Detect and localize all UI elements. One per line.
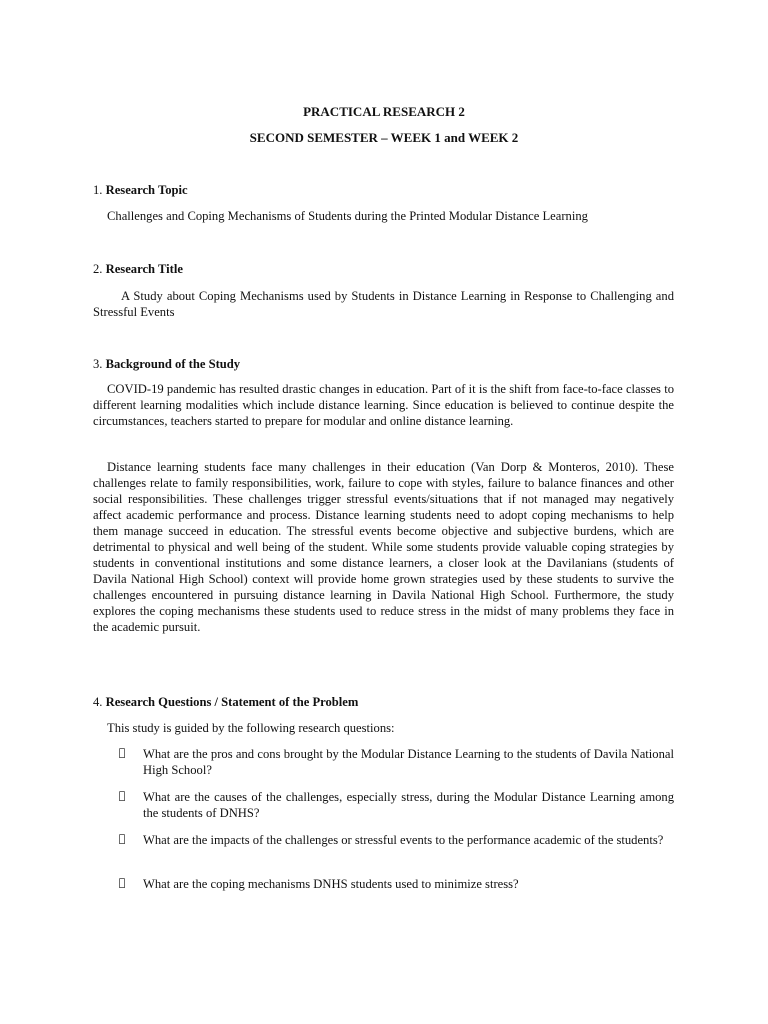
section-number: 3. xyxy=(93,357,103,371)
list-item-text: What are the pros and cons brought by the Modular Distance Learning to the students of Davila National High School? xyxy=(143,747,674,777)
list-item-text: What are the causes of the challenges, especially stress, during the Modular Distance Learning among the students of DNHS? xyxy=(143,790,674,820)
section-heading-title xyxy=(93,261,674,277)
section-heading-questions xyxy=(93,694,674,710)
document-subtitle: SECOND SEMESTER – WEEK 1 and WEEK 2 xyxy=(249,130,519,145)
section-title: Research Title xyxy=(105,262,183,276)
bullet-icon xyxy=(117,789,127,802)
title-text: A Study about Coping Mechanisms used by Students in Distance Learning in Response to Challenging and Stressful Events xyxy=(93,289,674,319)
bullet-icon xyxy=(117,832,127,845)
section-heading-topic xyxy=(93,182,674,198)
questions-intro: This study is guided by the following research questions: xyxy=(107,721,395,735)
bullet-icon xyxy=(117,746,127,759)
section-title: Background of the Study xyxy=(105,357,241,371)
section-number: 4. xyxy=(93,695,103,709)
list-item-text: What are the coping mechanisms DNHS students used to minimize stress? xyxy=(143,877,519,891)
list-item-text: What are the impacts of the challenges or stressful events to the performance academic of the students? xyxy=(143,833,664,847)
section-title: Research Topic xyxy=(105,183,188,197)
bullet-icon xyxy=(117,876,127,889)
section-number: 2. xyxy=(93,262,103,276)
section-heading-background xyxy=(93,356,674,372)
topic-text: Challenges and Coping Mechanisms of Students during the Printed Modular Distance Learning xyxy=(107,209,588,223)
document-title: PRACTICAL RESEARCH 2 xyxy=(303,104,465,119)
background-paragraph: Distance learning students face many challenges in their education (Van Dorp & Monteros, 2010). These challenges relate to family responsibilities, work, failure to cope with styles, failure to balance finances and other social responsibilities. These challenges trigger stressful events/situations that if not managed may negatively affect academic performance and process. Distance learning students need to adopt coping mechanisms to help them manage succeed in education. The stressful events become objective and subjective burdens, which are detrimental to physical and well being of the student. While some students provide valuable coping strategies by students in conventional institutions and some distance learners, a closer look at the Davilanians (students of Davila National High School) context will provide home grown strategies used by these students to survive the challenges encountered in pursuing distance learning in Davila National High School. Furthermore, the study explores the coping mechanisms these students used to reduce stress in the midst of many problems they face in the academic pursuit. xyxy=(93,460,674,634)
section-title: Research Questions / Statement of the Problem xyxy=(105,695,359,709)
section-number: 1. xyxy=(93,183,103,197)
background-paragraph: COVID-19 pandemic has resulted drastic changes in education. Part of it is the shift from face-to-face classes to different learning modalities which include distance learning. Since education is believed to continue despite the circumstances, teachers started to prepare for modular and online distance learning. xyxy=(93,382,674,428)
